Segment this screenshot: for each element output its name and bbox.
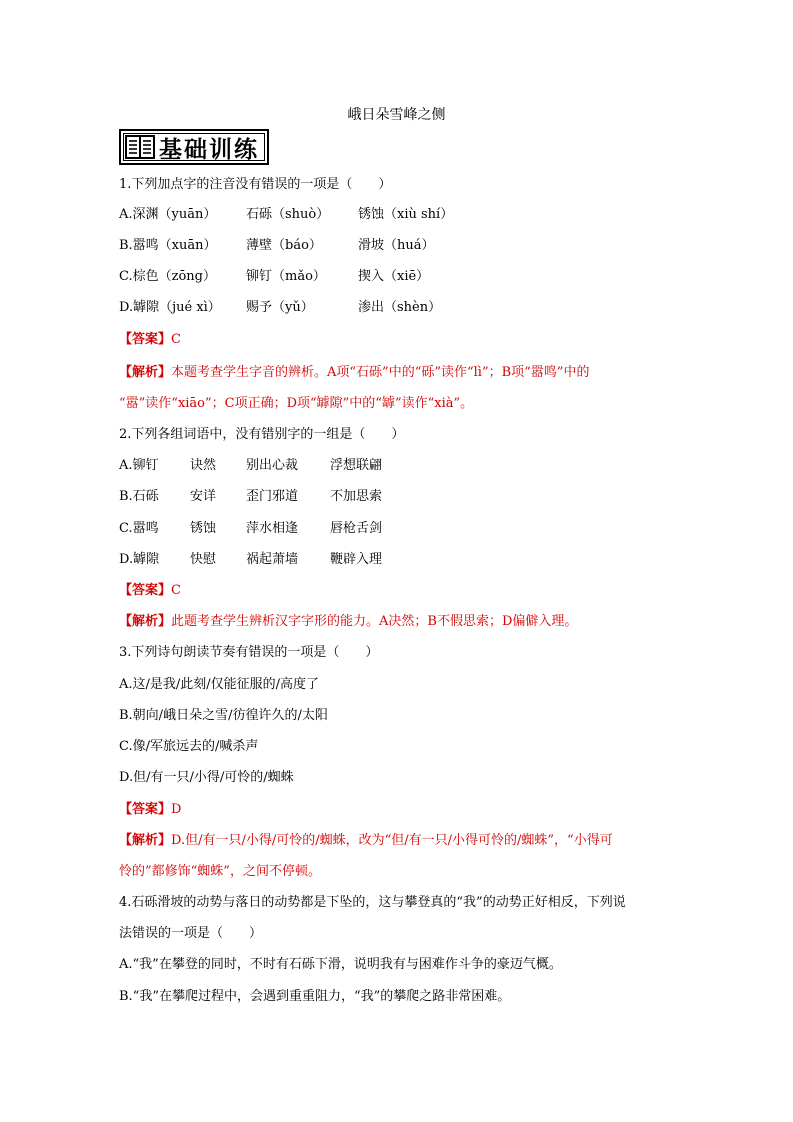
q4-stem-2: 法错误的一项是（ ） — [119, 926, 263, 941]
q2-option-b-4: 不加思索 — [330, 489, 383, 504]
q2-answer-label: 【答案】 — [119, 583, 172, 598]
q3-answer-value: D — [171, 802, 182, 817]
q1-option-d-3: 渗出（shèn） — [358, 300, 442, 315]
q1-option-b-1: B.嚣鸣（xuān） — [119, 238, 217, 253]
q3-answer-label: 【答案】 — [119, 802, 172, 817]
q1-answer-value: C — [171, 332, 181, 347]
q1-option-a-2: 石砾（shuò） — [246, 207, 330, 222]
q3-option-d: D.但/有一只/小得/可怜的/蜘蛛 — [119, 770, 294, 785]
q2-option-c-2: 锈蚀 — [190, 521, 217, 536]
q1-option-c-2: 铆钉（mǎo） — [246, 269, 326, 284]
q1-option-d-2: 赐予（yǔ） — [246, 300, 314, 315]
q2-option-a-1: A.铆钉 — [119, 458, 159, 473]
q2-option-c-1: C.嚣鸣 — [119, 521, 159, 536]
q2-option-d-2: 快慰 — [190, 552, 217, 567]
q2-option-a-3: 别出心裁 — [246, 458, 299, 473]
q2-option-b-3: 歪门邪道 — [246, 489, 299, 504]
q3-analysis — [119, 832, 613, 850]
q1-option-a-1: A.深渊（yuān） — [119, 207, 217, 222]
section-banner — [119, 129, 269, 165]
banner-label: 基础训练 — [159, 135, 259, 163]
q3-analysis-label: 【解析】 — [119, 833, 172, 848]
q1-analysis-label: 【解析】 — [119, 365, 172, 380]
book-icon — [125, 134, 155, 160]
q2-option-c-3: 萍水相逢 — [246, 521, 299, 536]
q2-analysis-label: 【解析】 — [119, 614, 172, 629]
q1-option-b-3: 滑坡（huá） — [358, 238, 435, 253]
q1-stem: 1.下列加点字的注音没有错误的一项是（ ） — [119, 177, 392, 192]
q1-analysis — [119, 364, 589, 382]
q3-option-b: B.朝向/峨日朵之雪/彷徨许久的/太阳 — [119, 708, 328, 723]
q1-option-d-1: D.罅隙（jué xì） — [119, 300, 221, 315]
q2-option-b-2: 安详 — [190, 489, 217, 504]
q1-option-c-1: C.棕色（zōng） — [119, 269, 216, 284]
q2-option-d-4: 鞭辟入理 — [330, 552, 383, 567]
q3-analysis-text-2: 怜的”都修饰“蜘蛛”，之间不停顿。 — [119, 864, 321, 879]
q2-option-d-1: D.罅隙 — [119, 552, 160, 567]
q1-answer-label: 【答案】 — [119, 332, 172, 347]
q2-analysis — [119, 613, 577, 631]
q2-option-d-3: 祸起萧墙 — [246, 552, 299, 567]
q4-option-b: B.“我”在攀爬过程中，会遇到重重阻力，“我”的攀爬之路非常困难。 — [119, 989, 511, 1004]
q1-option-c-3: 揳入（xiē） — [358, 269, 430, 284]
q2-option-a-4: 浮想联翩 — [330, 458, 383, 473]
q3-option-c: C.像/军旅远去的/喊杀声 — [119, 739, 259, 754]
q3-option-a: A.这/是我/此刻/仅能征服的/高度了 — [119, 677, 320, 692]
q1-answer — [119, 331, 181, 349]
q1-option-b-2: 薄壁（báo） — [246, 238, 322, 253]
page-title: 峨日朵雪峰之侧 — [347, 107, 446, 123]
q1-analysis-text-1: 本题考查学生字音的辨析。A项“石砾”中的“砾”读作“lì”；B项“嚣鸣”中的 — [171, 365, 590, 380]
q4-option-a: A.“我”在攀登的同时，不时有石砾下滑，说明我有与困难作斗争的豪迈气概。 — [119, 957, 562, 972]
q3-analysis-text-1: D.但/有一只/小得/可怜的/蜘蛛，改为“但/有一只/小得可怜的/蜘蛛”，“小得可 — [171, 833, 613, 848]
q2-stem: 2.下列各组词语中，没有错别字的一组是（ ） — [119, 427, 405, 442]
q1-analysis-text-2: “嚣”读作“xiāo”；C项正确；D项“罅隙”中的“罅”读作“xià”。 — [119, 396, 474, 411]
q3-answer — [119, 801, 181, 819]
q2-analysis-text-1: 此题考查学生辨析汉字字形的能力。A决然；B不假思索；D偏僻入理。 — [171, 614, 578, 629]
q4-stem-1: 4.石砾滑坡的动势与落日的动势都是下坠的，这与攀登真的“我”的动势正好相反，下列说 — [119, 895, 626, 910]
q2-option-a-2: 诀然 — [190, 458, 217, 473]
q2-answer-value: C — [171, 583, 181, 598]
q1-option-a-3: 锈蚀（xiù shí） — [358, 207, 454, 222]
q3-stem: 3.下列诗句朗读节奏有错误的一项是（ ） — [119, 645, 379, 660]
q2-option-c-4: 唇枪舌剑 — [330, 521, 383, 536]
q2-option-b-1: B.石砾 — [119, 489, 159, 504]
q2-answer — [119, 582, 181, 600]
